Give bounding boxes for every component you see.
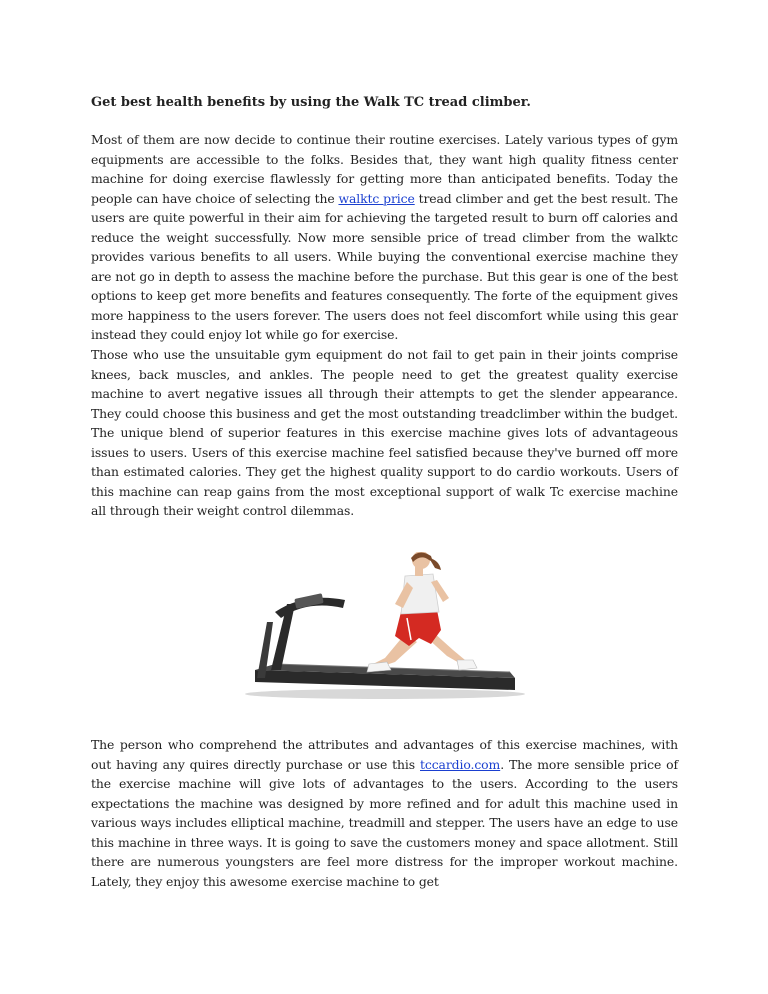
paragraph-1-text-b: tread climber and get the best result. The users are quite powerful in their aim for achieving the targeted result to burn off calories and reduce the weight successfully. Now more sensible price of tread climber from the walktc provides various benefits to all users. While buying the conventional exercise machine they are not go in depth to assess the machine before the purchase. But this gear is one of the best options to keep get more benefits and features consequently. The forte of the equipment gives more happiness to the users forever. The users does not feel discomfort while using this gear instead they could enjoy lot while go for exercise. <box>91 190 679 342</box>
tccardio-link[interactable]: tccardio.com <box>420 756 501 772</box>
paragraph-3-text-a: The person who comprehend the attributes and advantages of this exercise machines, with out having any quires directly purchase or use this <box>91 737 678 772</box>
paragraph-1 <box>91 130 678 345</box>
paragraph-2: Those who use the unsuitable gym equipment do not fail to get pain in their joints comprise knees, back muscles, and ankles. The people need to get the greatest quality exercise machine to avert negative issues all through their attempts to get the slender appearance. They could choose this business and get the most outstanding treadclimber within the budget. The unique blend of superior features in this exercise machine gives lots of advantageous issues to users. Users of this exercise machine feel satisfied because they've burned off more than estimated calories. They get the highest quality support to do cardio workouts. Users of this machine can reap gains from the most exceptional support of walk Tc exercise machine all through their weight control dilemmas. <box>91 347 678 518</box>
woman-on-treadmill-icon <box>235 552 530 702</box>
document-title: Get best health benefits by using the Walk TC tread climber. <box>91 95 531 110</box>
walktc-price-link[interactable]: walktc price <box>338 190 415 206</box>
paragraph-3 <box>91 735 678 891</box>
paragraph-1-text-a: Most of them are now decide to continue their routine exercises. Lately various types of gym equipments are accessible to the folks. Besides that, they want high quality fitness center machine for doing exercise flawlessly for getting more than anticipated benefits. Today the people can have choice of selecting the <box>91 132 678 206</box>
paragraph-3-text-b: . The more sensible price of the exercise machine will give lots of advantages to the users. According to the users expectations the machine was designed by more refined and for adult this machine used in various ways includes elliptical machine, treadmill and stepper. The users have an edge to use this machine in three ways. It is going to save the customers money and space allotment. Still there are numerous youngsters are feel more distress for the improper workout machine. Lately, they enjoy this awesome exercise machine to get <box>91 756 679 889</box>
